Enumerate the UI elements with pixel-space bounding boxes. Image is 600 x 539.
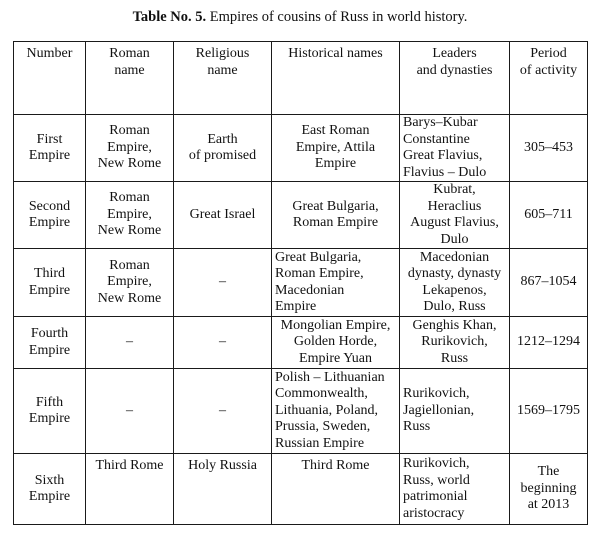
table-row <box>14 317 588 369</box>
cell-historical-names: Third Rome <box>272 454 400 525</box>
cell-religious-name: Holy Russia <box>174 454 272 525</box>
cell-roman-name: – <box>86 369 174 454</box>
cell-roman-name: Third Rome <box>86 454 174 525</box>
cell-leaders: Genghis Khan, Rurikovich, Russ <box>400 317 510 369</box>
cell-period: 1569–1795 <box>510 369 588 454</box>
header-religious-name: Religious name <box>174 42 272 115</box>
cell-leaders: Macedonian dynasty, dynasty Lekapenos, Dulo, Russ <box>400 249 510 317</box>
cell-period: 1212–1294 <box>510 317 588 369</box>
cell-period: 867–1054 <box>510 249 588 317</box>
cell-religious-name: – <box>174 369 272 454</box>
cell-period: 605–711 <box>510 182 588 249</box>
table-caption-label: Table No. 5. <box>132 9 207 25</box>
cell-roman-name: – <box>86 317 174 369</box>
table-row <box>14 249 588 317</box>
cell-religious-name: Great Israel <box>174 182 272 249</box>
cell-historical-names: Polish – Lithuanian Commonwealth, Lithuania, Poland, Prussia, Sweden, Russian Empire <box>272 369 400 454</box>
cell-roman-name: Roman Empire, New Rome <box>86 182 174 249</box>
cell-religious-name: Earth of promised <box>174 115 272 182</box>
header-historical-names: Historical names <box>272 42 400 115</box>
cell-historical-names: Great Bulgaria, Roman Empire <box>272 182 400 249</box>
cell-historical-names: Mongolian Empire, Golden Horde, Empire Yuan <box>272 317 400 369</box>
table-row <box>14 454 588 525</box>
cell-number: Fifth Empire <box>14 369 86 454</box>
table-row <box>14 182 588 249</box>
cell-roman-name: Roman Empire, New Rome <box>86 249 174 317</box>
header-number: Number <box>14 42 86 115</box>
cell-leaders: Rurikovich, Russ, world patrimonial aristocracy <box>400 454 510 525</box>
cell-period: The beginning at 2013 <box>510 454 588 525</box>
cell-number: Sixth Empire <box>14 454 86 525</box>
cell-number: Second Empire <box>14 182 86 249</box>
cell-leaders: Kubrat, Heraclius August Flavius, Dulo <box>400 182 510 249</box>
header-row <box>14 42 588 115</box>
cell-period: 305–453 <box>510 115 588 182</box>
table-row <box>14 369 588 454</box>
cell-religious-name: – <box>174 317 272 369</box>
table-caption <box>0 8 600 26</box>
table-caption-text: Empires of cousins of Russ in world history. <box>206 9 468 25</box>
cell-historical-names: East Roman Empire, Attila Empire <box>272 115 400 182</box>
cell-number: First Empire <box>14 115 86 182</box>
cell-religious-name: – <box>174 249 272 317</box>
table-row <box>14 115 588 182</box>
cell-historical-names: Great Bulgaria, Roman Empire, Macedonian Empire <box>272 249 400 317</box>
header-leaders: Leaders and dynasties <box>400 42 510 115</box>
cell-number: Third Empire <box>14 249 86 317</box>
cell-leaders: Rurikovich, Jagiellonian, Russ <box>400 369 510 454</box>
header-roman-name: Roman name <box>86 42 174 115</box>
cell-leaders: Barys–Kubar Constantine Great Flavius, Flavius – Dulo <box>400 115 510 182</box>
empires-table <box>13 41 588 525</box>
cell-roman-name: Roman Empire, New Rome <box>86 115 174 182</box>
header-period: Period of activity <box>510 42 588 115</box>
cell-number: Fourth Empire <box>14 317 86 369</box>
